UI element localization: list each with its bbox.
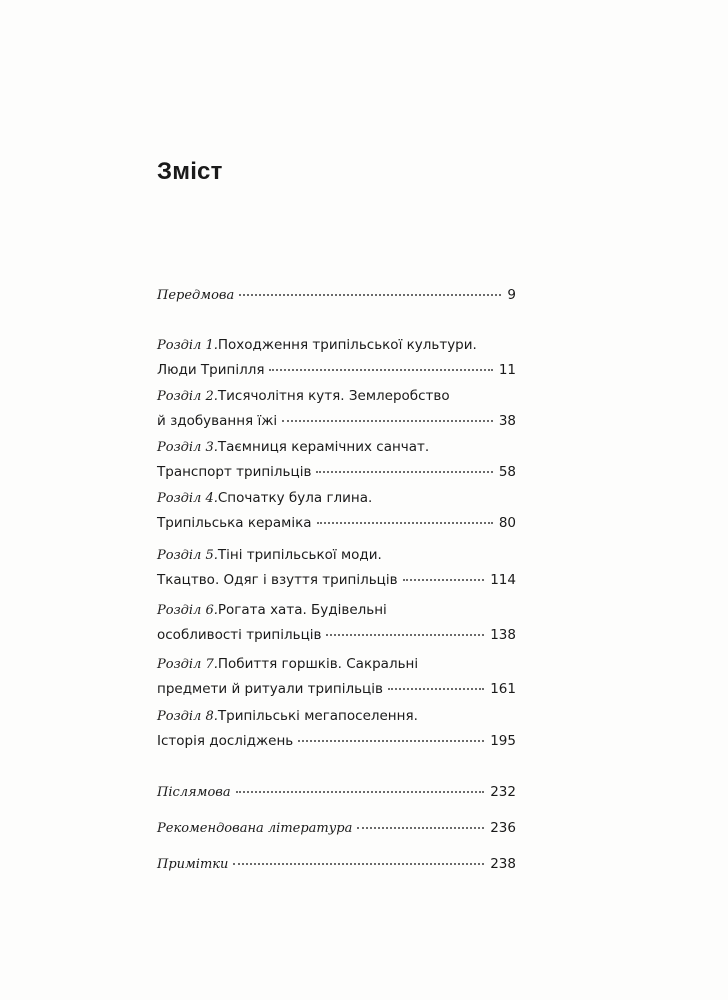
toc-entry-title: Спочатку була глина. bbox=[217, 490, 373, 506]
toc-line bbox=[157, 623, 516, 648]
dot-leader bbox=[298, 740, 484, 742]
dot-leader bbox=[403, 579, 485, 581]
toc-entry-title: Походження трипільської культури. bbox=[217, 337, 477, 353]
toc-line bbox=[157, 677, 516, 702]
toc-entry-label: Розділ 1. bbox=[157, 338, 218, 353]
dot-leader bbox=[317, 522, 493, 524]
toc-entry bbox=[157, 333, 516, 383]
toc-entry-title: Тіні трипільської моди. bbox=[217, 547, 382, 563]
toc-line bbox=[157, 543, 516, 568]
dot-leader bbox=[357, 827, 484, 829]
dot-leader bbox=[388, 688, 484, 690]
page-number: 114 bbox=[490, 572, 516, 588]
toc-line bbox=[157, 384, 516, 409]
toc-line bbox=[157, 333, 516, 358]
toc-line bbox=[157, 568, 516, 593]
toc-entry-label: Розділ 5. bbox=[157, 548, 218, 563]
toc-entry-title: Історія досліджень bbox=[157, 733, 294, 749]
toc-entry-title: Транспорт трипільців bbox=[157, 464, 312, 480]
toc-entry-title: Ткацтво. Одяг і взуття трипільців bbox=[157, 572, 398, 588]
toc-line bbox=[157, 704, 516, 729]
toc-entry bbox=[157, 435, 516, 485]
toc-line bbox=[157, 283, 516, 308]
toc-entry bbox=[157, 543, 516, 593]
toc-entry-label: Розділ 2. bbox=[157, 389, 218, 404]
page-number: 138 bbox=[490, 627, 516, 643]
toc-line bbox=[157, 652, 516, 677]
page-number: 9 bbox=[507, 287, 516, 303]
dot-leader bbox=[236, 791, 485, 793]
toc-entry-title: Таємниця керамічних санчат. bbox=[217, 439, 430, 455]
toc-entry-label: Розділ 6. bbox=[157, 603, 218, 618]
dot-leader bbox=[282, 420, 493, 422]
page-number: 80 bbox=[498, 515, 516, 531]
toc-entry-label: Примітки bbox=[157, 857, 229, 872]
page-number: 238 bbox=[490, 856, 516, 872]
toc-line bbox=[157, 486, 516, 511]
toc-entry bbox=[157, 704, 516, 754]
dot-leader bbox=[316, 471, 492, 473]
toc-line bbox=[157, 435, 516, 460]
dot-leader bbox=[326, 634, 484, 636]
toc-entry bbox=[157, 486, 516, 536]
toc-entry-title: Побиття горшків. Сакральні bbox=[217, 656, 419, 672]
page-number: 58 bbox=[498, 464, 516, 480]
toc-line bbox=[157, 460, 516, 485]
dot-leader bbox=[269, 369, 492, 371]
toc-entry bbox=[157, 852, 516, 877]
toc-line bbox=[157, 816, 516, 841]
page-number: 161 bbox=[490, 681, 516, 697]
page-number: 232 bbox=[490, 784, 516, 800]
dot-leader bbox=[239, 294, 501, 296]
dot-leader bbox=[233, 863, 484, 865]
page-number: 11 bbox=[498, 362, 516, 378]
toc-line bbox=[157, 780, 516, 805]
toc-entry bbox=[157, 816, 516, 841]
toc-entry bbox=[157, 283, 516, 308]
toc-entry-label: Розділ 4. bbox=[157, 491, 218, 506]
toc-entry-title: Тисячолітня кутя. Землеробство bbox=[217, 388, 450, 404]
page-number: 236 bbox=[490, 820, 516, 836]
toc-entry-title: Люди Трипілля bbox=[157, 362, 265, 378]
toc-line bbox=[157, 729, 516, 754]
toc-entry-label: Розділ 7. bbox=[157, 657, 218, 672]
toc-line bbox=[157, 358, 516, 383]
toc-entry-label: Передмова bbox=[157, 288, 235, 303]
toc-entry-title: Трипільські мегапоселення. bbox=[217, 708, 418, 724]
toc-line bbox=[157, 852, 516, 877]
toc-entry-label: Післямова bbox=[157, 785, 231, 800]
toc-entry-title: Трипільська кераміка bbox=[157, 515, 312, 531]
page-number: 195 bbox=[490, 733, 516, 749]
toc-entry-title: й здобування їжі bbox=[157, 413, 278, 429]
toc-entry-title: предмети й ритуали трипільців bbox=[157, 681, 383, 697]
toc-entry-label: Розділ 3. bbox=[157, 440, 218, 455]
toc-entry bbox=[157, 384, 516, 434]
toc-entry bbox=[157, 652, 516, 702]
toc-entry-title: особливості трипільців bbox=[157, 627, 322, 643]
toc-entry-label: Рекомендована література bbox=[157, 821, 353, 836]
toc-line bbox=[157, 409, 516, 434]
toc-entry bbox=[157, 780, 516, 805]
toc-line bbox=[157, 511, 516, 536]
toc-entry-title: Рогата хата. Будівельні bbox=[217, 602, 387, 618]
toc-entry-label: Розділ 8. bbox=[157, 709, 218, 724]
page-number: 38 bbox=[498, 413, 516, 429]
toc-entry bbox=[157, 598, 516, 648]
toc-line bbox=[157, 598, 516, 623]
page-title: Зміст bbox=[157, 158, 223, 185]
